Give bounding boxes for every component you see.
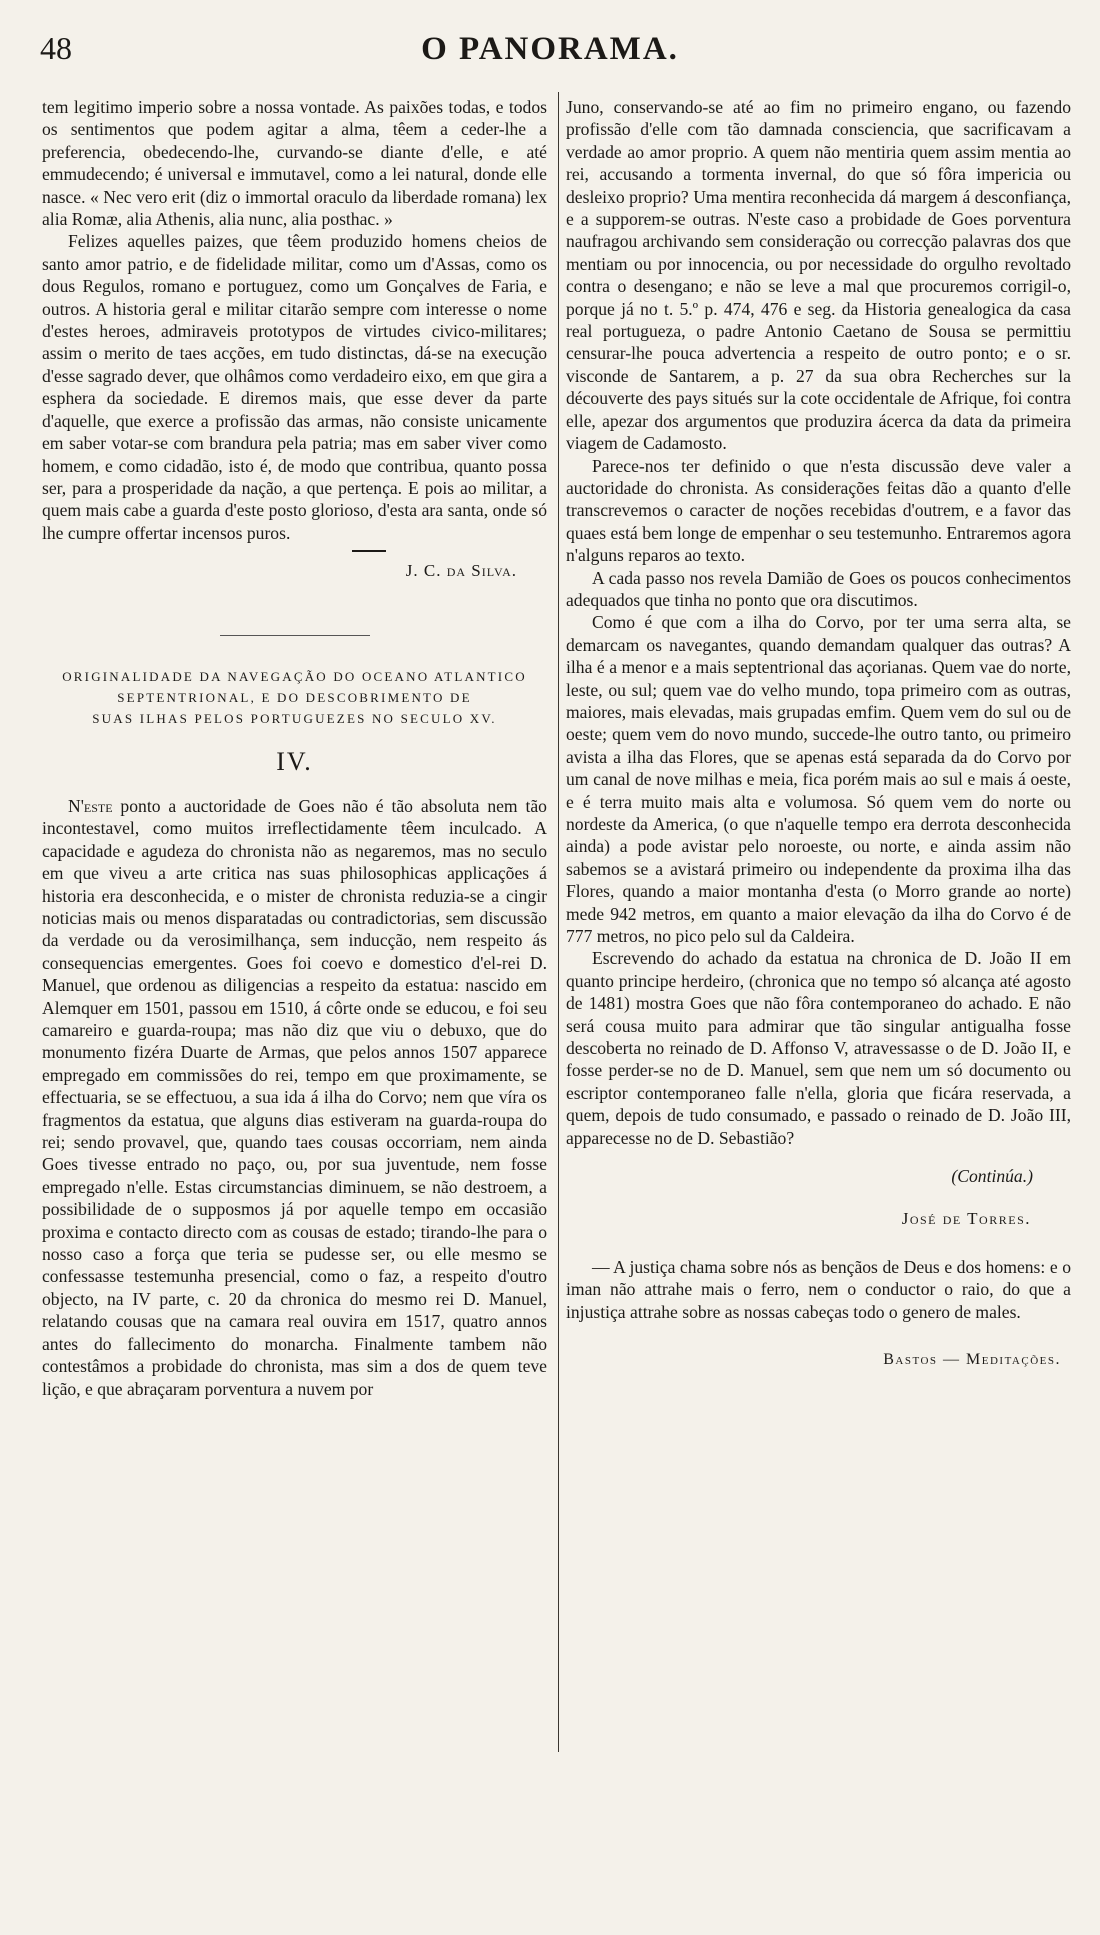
quote: — A justiça chama sobre nós as bençãos de Deus e dos homens: e o iman não attrahe mais o ferro, nem o conductor o raio, do que a injustiça attrahe sobre as nossas cabeças todo o genero de males. <box>566 1256 1071 1322</box>
column-divider <box>558 92 559 1752</box>
paragraph: Parece-nos ter definido o que n'esta discussão deve valer a auctoridade do chronista. As considerações feitas dão a quanto d'elle transcrevemos o caracter de noções recebidas d'outrem, e a favor das quaes está bem longe de empenhar o seu testemunho. Entraremos agora n'alguns reparos ao texto. <box>566 455 1071 566</box>
article-title <box>42 666 547 729</box>
page-number: 48 <box>40 30 72 66</box>
paragraph <box>42 795 547 1400</box>
lead-word: N'este <box>68 795 113 816</box>
paragraph: Como é que com a ilha do Corvo, por ter uma serra alta, se demarcam os navegantes, quando demandam qualquer das outras? A ilha é a menor e a mais septentrional das açorianas. Quem vae do norte, leste, ou sul; quem vae do velho mundo, topa primeiro com as outras, maiores, mais elevadas, mais grupadas emfim. Quem vem do sul ou de oeste; quem vem do novo mundo, succede-lhe outro tanto, ou primeiro avista a ilha das Flores, que se apenas está separada da do Corvo por um canal de nove milhas e meia, fica porém mais ao sul e mais á oeste, e é terra muito mais alta e volumosa. Só quem vem do norte ou nordeste da America, (o que n'aquelle tempo era derrota desconhecida ainda) a pode avistar pelo noroeste, ou norte, e ainda assim não sabemos se a avistará primeiro ou independente da proxima ilha das Flores, quando a maior montanha d'esta (o Morro grande ao norte) mede 942 metros, em quanto a maior elevação da ilha do Corvo é de 777 metros, no pico pelo sul da Caldeira. <box>566 612 1071 947</box>
section-divider <box>220 635 370 636</box>
short-rule <box>352 550 386 552</box>
left-column <box>42 96 547 1400</box>
article-title-line-1: ORIGINALIDADE DA NAVEGAÇÃO DO OCEANO ATLANTICO SEPTENTRIONAL, E DO DESCOBRIMENTO DE <box>62 668 527 705</box>
continued-note: (Continúa.) <box>951 1166 1033 1187</box>
paragraph: Escrevendo do achado da estatua na chronica de D. João II em quanto principe herdeiro, (chronica que no tempo só alcança até agosto de 1481) mostra Goes que não fôra contemporaneo do achado. E não será cousa muito para admirar que tão singular antigualha fosse descoberta no reinado de D. Affonso V, atravessasse o de D. João II, e fosse perder-se no de D. Manuel, sem que nem um só documento ou escriptor contemporaneo falle n'ella, gloria que ficára reservada, a quem, depois de tudo consumado, e passado o reinado de D. João III, apparecesse no de D. Sebastião? <box>566 948 1071 1148</box>
paragraph: tem legitimo imperio sobre a nossa vontade. As paixões todas, e todos os sentimentos que podem agitar a alma, têem a ceder-lhe a preferencia, obedecendo-lhe, curvando-se diante d'elle, e até emmudecendo; é universal e immutavel, como a lei natural, donde elle nasce. « Nec vero erit (diz o immortal oraculo da liberdade romana) lex alia Romæ, alia Athenis, alia nunc, alia posthac. » <box>42 97 547 230</box>
right-column <box>566 96 1071 1372</box>
paragraph: Juno, conservando-se até ao fim no primeiro engano, ou fazendo profissão d'elle com tão damnada consciencia, que sacrificavam a verdade ao amor proprio. A quem não mentiria quem assim mentia ao rei, accusando a tormenta invernal, do que só fôra impericia ou desleixo proprio? Uma mentira reconhecida dá margem á desconfiança, e a supporem-se outras. N'este caso a probidade de Goes porventura naufragou archivando sem consideração ou correcção palavras dos que mentiam ou por innocencia, ou por necessidade do orgulho revoltado contra o desengano; e não se leve a mal que procuremos corrigil-o, porque já no t. 5.º p. 474, 476 e seg. da Historia genealogica da casa real portugueza, o padre Antonio Caetano de Sousa se permittiu censurar-lhe pouca advertencia a respeito de outro ponto; e o sr. visconde de Santarem, a p. 27 da sua obra Recherches sur la découverte des pays situés sur la cote occidentale de Afrique, foi contra elle, apezar dos argumentos que produzira ácerca da data da primeira viagem de Cadamosto. <box>566 97 1071 454</box>
page-header <box>36 26 1064 72</box>
paragraph: A cada passo nos revela Damião de Goes os poucos conhecimentos adequados que tinha no ponto que ora discutimos. <box>566 567 1071 610</box>
signature: J. C. da Silva. <box>405 561 517 581</box>
paragraph-text: ponto a auctoridade de Goes não é tão absoluta nem tão incontestavel, como muitos irreflectidamente têem inculcado. A capacidade e agudeza do chronista não as negaremos, mas no seculo em que viveu a arte critica nas suas philosophicas applicações á historia era desconhecida, e o mister de chronista reduzia-se a cingir noticias mais ou menos disparatadas ou contradictorias, sem discussão da verdade ou da verosimilhança, sem inducção, nem respeito ás consequencias emergentes. Goes foi coevo e domestico d'el-rei D. Manuel, que ordenou as diligencias a respeito da estatua: nascido em Alemquer em 1501, passou em 1510, á côrte onde se educou, e foi seu camareiro e guarda-roupa; mas não diz que viu o debuxo, que do monumento fizéra Duarte de Armas, que pelos annos 1507 apparece empregado em commissões do rei, tempo em que proximamente, se effectuaria, se se effectuou, a sua ida á ilha do Corvo; nem que víra os fragmentos da estatua, que alguns dias estiveram na guarda-roupa do rei; sendo provavel, que, quando taes cousas occorriam, nem ainda Goes tivesse entrado no paço, ou, por sua juventude, nem fosse empregado n'elle. Estas circumstancias diminuem, se não destroem, a possibilidade de o supposmos já por aquelle tempo em occasião proxima e contacto directo com as cousas de estado; tirando-lhe para o nosso caso a força que teria se pudesse ser, ou elle mesmo se confessasse testemunha presencial, como o faz, a respeito d'outro objecto, na IV parte, c. 20 da chronica do mesmo rei D. Manuel, relatando cousas que na camara real ouvira em 1517, quatro annos antes do fallecimento do monarcha. Finalmente tambem não contestâmos a probidade do chronista, mas sim a dos de quem teve lição, e que abraçaram porventura a nuvem por <box>42 795 547 1399</box>
author-signature: José de Torres. <box>901 1208 1031 1228</box>
section-number: IV. <box>276 746 313 776</box>
quote-source: Bastos — Meditações. <box>883 1351 1061 1369</box>
article-title-line-2: SUAS ILHAS PELOS PORTUGUEZES NO SECULO XV. <box>92 710 497 726</box>
paragraph: Felizes aquelles paizes, que têem produzido homens cheios de santo amor patrio, e de fidelidade militar, como um d'Assas, como os dous Regulos, romano e portuguez, como um Gonçalves de Faria, e outros. A historia geral e militar citarão sempre com interesse o nome d'estes heroes, admiraveis prototypos de virtudes civico-militares; assim o merito de taes acções, em tudo distinctas, dá-se na execução d'esse sagrado dever, que olhâmos como verdadeiro eixo, em que gira a esphera da sociedade. E diremos mais, que esse dever da parte d'aquelle, que exerce a profissão das armas, não consiste unicamente em saber votar-se com brandura pela patria; mas em saber viver como homem, e como cidadão, isto é, de modo que contribua, quanto possa ser, para a prosperidade da nação, a que pertença. E pois ao militar, a quem mais cabe a guarda d'este posto glorioso, d'esta ara santa, onde só lhe cumpre offertar incensos puros. <box>42 231 547 543</box>
masthead-title: O PANORAMA. <box>421 30 679 67</box>
